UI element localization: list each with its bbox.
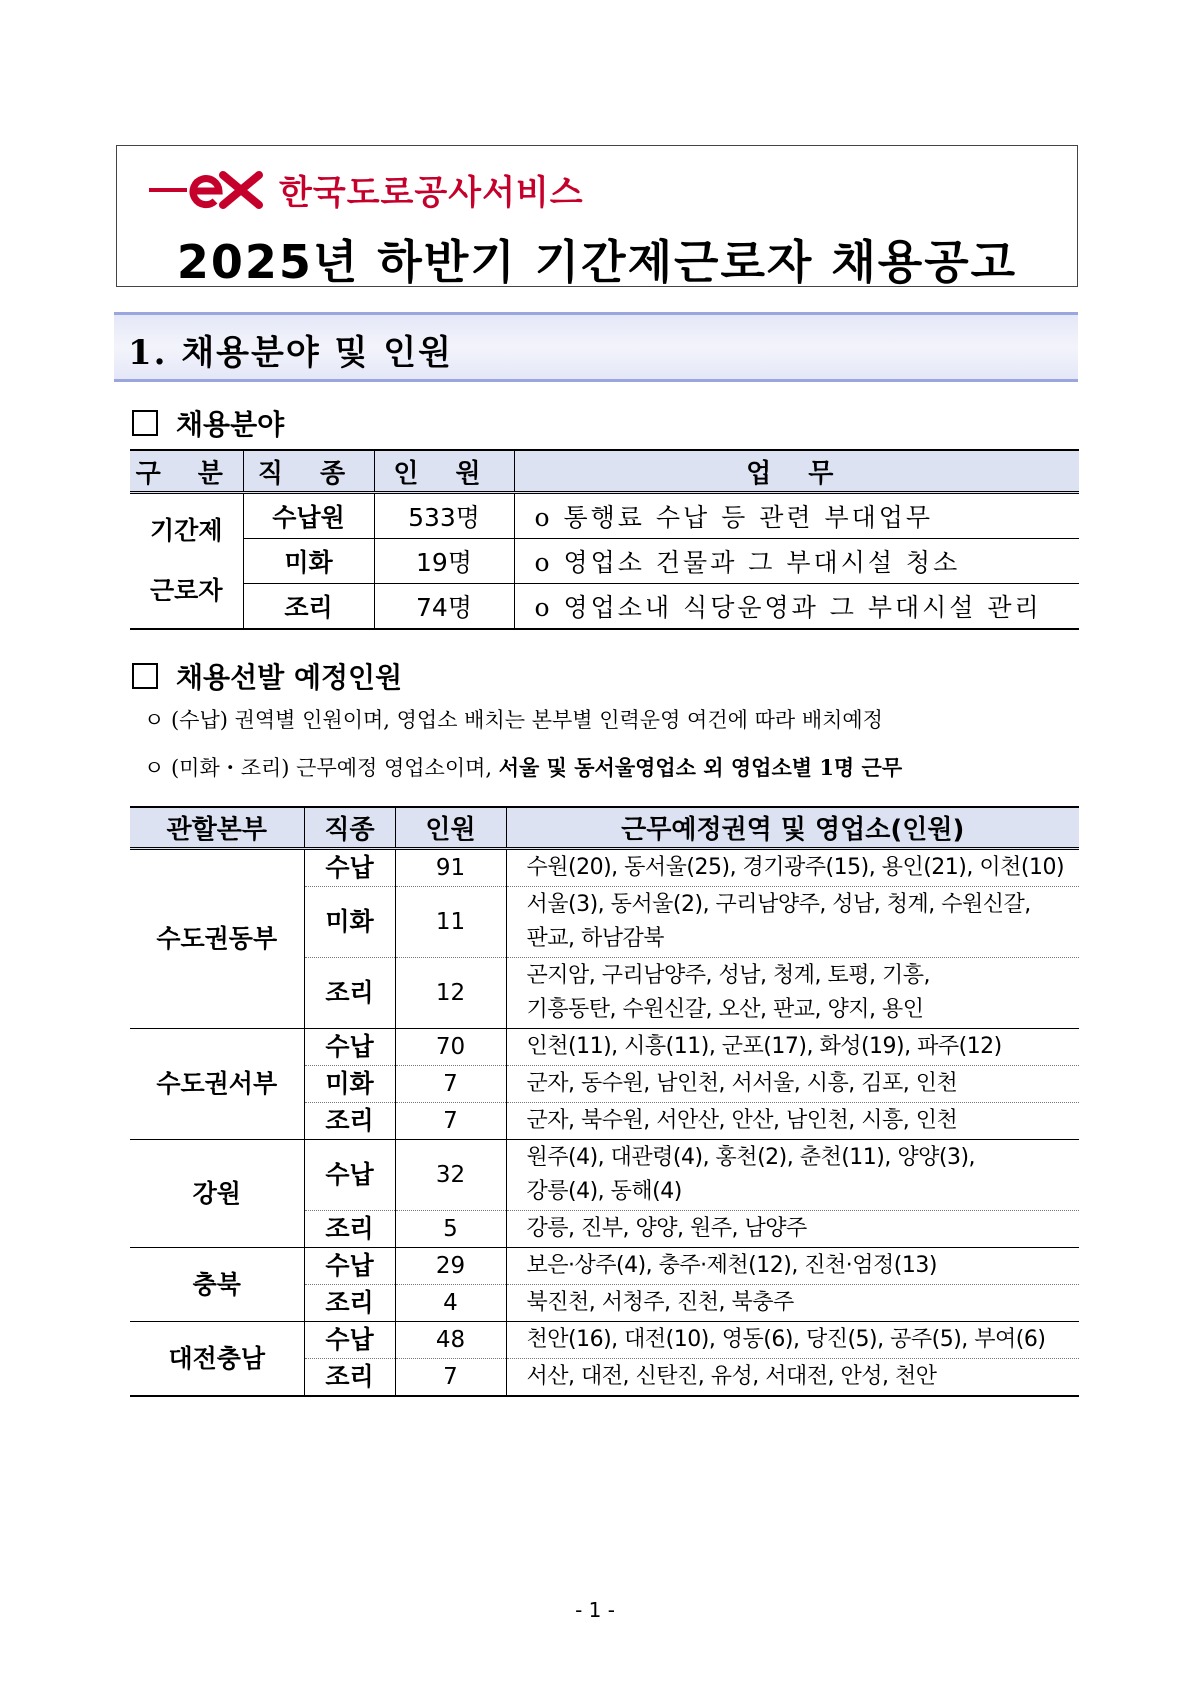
header-box [116, 145, 1078, 287]
table-header: 직 종 [243, 450, 374, 493]
checkbox-square-icon [132, 410, 158, 436]
count-cell: 91 [395, 849, 506, 887]
location-cell [506, 1140, 1079, 1211]
table-header: 직종 [304, 807, 395, 849]
hq-cell: 대전충남 [130, 1322, 304, 1397]
location-cell [506, 1211, 1079, 1248]
location-line: 수원(20), 동서울(25), 경기광주(15), 용인(21), 이천(10) [526, 855, 1065, 880]
location-cell [506, 1359, 1079, 1397]
placement-table [130, 806, 1079, 1397]
location-cell [506, 849, 1079, 887]
subhead-plan [132, 656, 402, 696]
table-row [130, 539, 1079, 584]
job-cell: 수납 [304, 1322, 395, 1359]
location-line: 기흥동탄, 수원신갈, 오산, 판교, 양지, 용인 [526, 997, 924, 1022]
count-cell: 19명 [374, 539, 514, 584]
category-line: 근로자 [150, 576, 223, 605]
subhead-field [132, 403, 284, 443]
table-row [130, 493, 1079, 539]
count-cell: 7 [395, 1066, 506, 1103]
checkbox-square-icon [132, 663, 158, 689]
job-cell: 조리 [304, 1359, 395, 1397]
count-cell: 4 [395, 1285, 506, 1322]
count-cell: 12 [395, 958, 506, 1029]
location-line: 군자, 북수원, 서안산, 안산, 남인천, 시흥, 인천 [526, 1108, 958, 1133]
job-cell: 미화 [304, 887, 395, 958]
table-row [130, 584, 1079, 630]
location-cell [506, 1066, 1079, 1103]
category-cell [130, 493, 243, 630]
location-cell [506, 887, 1079, 958]
location-cell [506, 1029, 1079, 1066]
bullet-toll: ㅇ (수납) 권역별 인원이며, 영업소 배치는 본부별 인력운영 여건에 따라 배치예정 [144, 708, 883, 732]
location-cell [506, 1103, 1079, 1140]
location-line: 곤지암, 구리남양주, 성남, 청계, 토평, 기흥, [526, 963, 930, 988]
location-line: 보은·상주(4), 충주·제천(12), 진천·엄정(13) [526, 1253, 937, 1278]
task-cell: o 통행료 수납 등 관련 부대업무 [514, 493, 1079, 539]
ex-logo-icon [147, 169, 267, 209]
job-cell: 수납 [304, 849, 395, 887]
location-cell [506, 958, 1079, 1029]
job-cell: 수납 [304, 1140, 395, 1211]
count-cell: 74명 [374, 584, 514, 630]
location-line: 천안(16), 대전(10), 영동(6), 당진(5), 공주(5), 부여(6) [526, 1327, 1046, 1352]
location-cell [506, 1248, 1079, 1285]
table-row [130, 1029, 1079, 1066]
location-line: 인천(11), 시흥(11), 군포(17), 화성(19), 파주(12) [526, 1034, 1002, 1059]
count-cell: 7 [395, 1103, 506, 1140]
job-cell: 미화 [304, 1066, 395, 1103]
job-cell: 조리 [304, 958, 395, 1029]
table-header-row [130, 450, 1079, 493]
job-cell: 수납 [304, 1248, 395, 1285]
location-line: 원주(4), 대관령(4), 홍천(2), 춘천(11), 양양(3), [526, 1145, 976, 1170]
subhead-plan-label: 채용선발 예정인원 [176, 661, 403, 694]
page-number: - 1 - [575, 1598, 615, 1622]
job-cell: 수납원 [243, 493, 374, 539]
count-cell: 11 [395, 887, 506, 958]
location-line: 군자, 동수원, 남인천, 서서울, 시흥, 김포, 인천 [526, 1071, 958, 1096]
job-cell: 수납 [304, 1029, 395, 1066]
count-cell: 48 [395, 1322, 506, 1359]
table-header: 인원 [395, 807, 506, 849]
table-header-row [130, 807, 1079, 849]
table-header: 업 무 [514, 450, 1079, 493]
field-table [130, 449, 1079, 630]
count-cell: 70 [395, 1029, 506, 1066]
table-row [130, 1140, 1079, 1211]
table-row [130, 1248, 1079, 1285]
table-row [130, 1322, 1079, 1359]
table-header: 관할본부 [130, 807, 304, 849]
hq-cell: 수도권서부 [130, 1029, 304, 1140]
task-cell: o 영업소내 식당운영과 그 부대시설 관리 [514, 584, 1079, 630]
job-cell: 조리 [304, 1211, 395, 1248]
location-cell [506, 1322, 1079, 1359]
location-line: 서산, 대전, 신탄진, 유성, 서대전, 안성, 천안 [526, 1364, 937, 1389]
job-cell: 미화 [243, 539, 374, 584]
job-cell: 조리 [304, 1103, 395, 1140]
table-row [130, 849, 1079, 887]
page-title: 2025년 하반기 기간제근로자 채용공고 [176, 235, 1018, 289]
subhead-field-label: 채용분야 [176, 408, 285, 441]
section-title-bar [114, 312, 1078, 382]
table-header: 근무예정권역 및 영업소(인원) [506, 807, 1079, 849]
count-cell: 5 [395, 1211, 506, 1248]
count-cell: 7 [395, 1359, 506, 1397]
bullet-bold-text: 서울 및 동서울영업소 외 영업소별 1명 근무 [498, 755, 903, 780]
job-cell: 조리 [304, 1285, 395, 1322]
count-cell: 29 [395, 1248, 506, 1285]
location-line: 강릉, 진부, 양양, 원주, 남양주 [526, 1216, 807, 1241]
count-cell: 32 [395, 1140, 506, 1211]
table-header: 인 원 [374, 450, 514, 493]
table-header: 구 분 [130, 450, 243, 493]
location-line: 서울(3), 동서울(2), 구리남양주, 성남, 청계, 수원신갈, [526, 892, 1031, 917]
bullet-text: ㅇ (미화・조리) 근무예정 영업소이며, [144, 756, 499, 780]
count-cell: 533명 [374, 493, 514, 539]
section-title: 1. 채용분야 및 인원 [128, 333, 453, 373]
location-line: 북진천, 서청주, 진천, 북충주 [526, 1290, 794, 1315]
hq-cell: 충북 [130, 1248, 304, 1322]
hq-cell: 수도권동부 [156, 924, 278, 953]
job-cell: 조리 [243, 584, 374, 630]
location-line: 판교, 하남감북 [526, 926, 664, 951]
hq-cell: 강원 [130, 1140, 304, 1248]
company-name: 한국도로공사서비스 [279, 172, 584, 213]
task-cell: o 영업소 건물과 그 부대시설 청소 [514, 539, 1079, 584]
company-logo [147, 166, 584, 212]
bullet-cleaning [144, 752, 902, 782]
category-line: 기간제 [150, 516, 223, 545]
location-cell [506, 1285, 1079, 1322]
location-line: 강릉(4), 동해(4) [526, 1179, 682, 1204]
